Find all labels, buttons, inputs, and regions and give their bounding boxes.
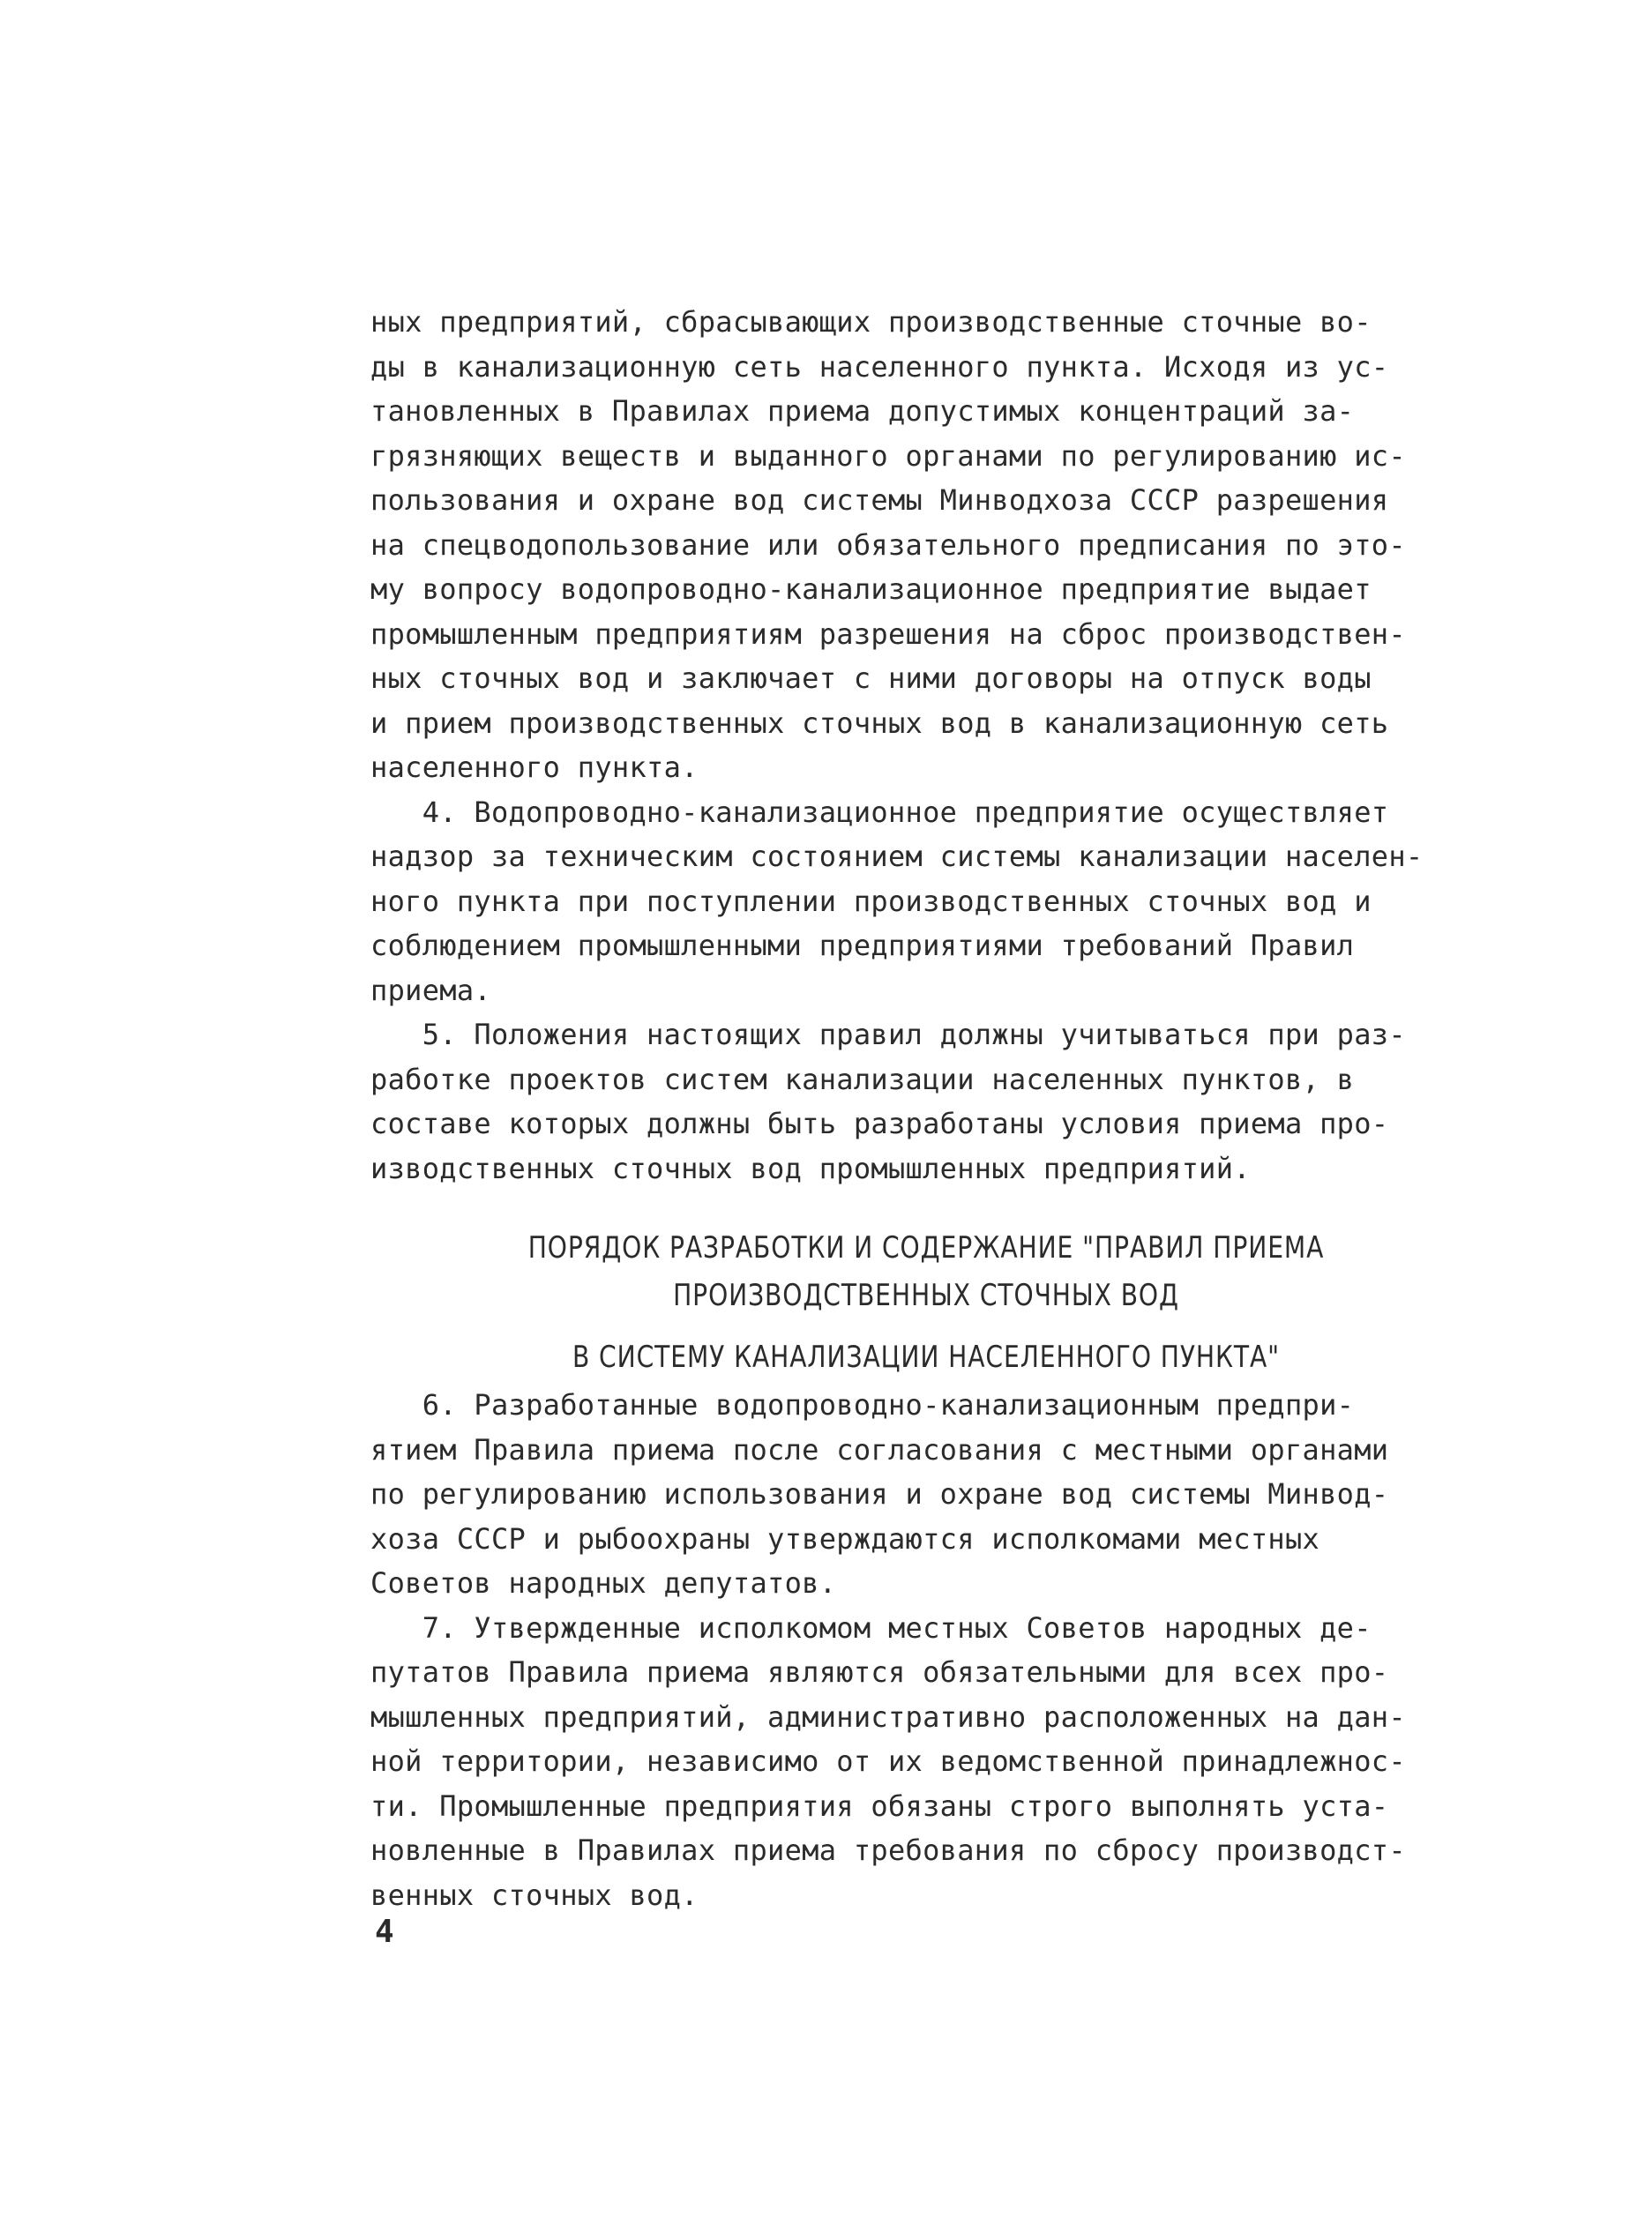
text-line: приема. — [370, 973, 491, 1007]
text-line: 5. Положения настоящих правил должны учитываться при раз- — [370, 1018, 1406, 1051]
text-line: ды в канализационную сеть населенного пункта. Исходя из ус- — [370, 349, 1389, 384]
text-line: ной территории, независимо от их ведомственной принадлежнос- — [370, 1744, 1406, 1778]
body-text-section-1 — [370, 300, 1508, 1191]
text-line: ных предприятий, сбрасывающих производственные сточные во- — [370, 305, 1372, 339]
text-line: и прием производственных сточных вод в канализационную сеть — [370, 706, 1389, 740]
heading-line-2: ПРОИЗВОДСТВЕННЫХ СТОЧНЫХ ВОД — [673, 1278, 1179, 1313]
section-heading — [370, 1224, 1482, 1381]
text-line: грязняющих веществ и выданного органами по регулированию ис- — [370, 438, 1406, 473]
text-line: путатов Правила приема являются обязательными для всех про- — [370, 1655, 1389, 1689]
text-line: населенного пункта. — [370, 751, 699, 784]
text-line: тановленных в Правилах приема допустимых концентраций за- — [370, 394, 1355, 428]
text-line: ти. Промышленные предприятия обязаны строго выполнять уста- — [370, 1789, 1389, 1823]
text-line: составе которых должны быть разработаны условия приема про- — [370, 1107, 1389, 1140]
text-line: 6. Разработанные водопроводно-канализационным предпри- — [370, 1388, 1355, 1422]
text-line: новленные в Правилах приема требования по сбросу производст- — [370, 1833, 1406, 1867]
text-line: изводственных сточных вод промышленных предприятий. — [370, 1151, 1251, 1185]
text-line: по регулированию использования и охране вод системы Минвод- — [370, 1477, 1389, 1511]
text-line: работке проектов систем канализации населенных пунктов, в — [370, 1062, 1355, 1096]
heading-line-1: ПОРЯДОК РАЗРАБОТКИ И СОДЕРЖАНИЕ "ПРАВИЛ ПРИЕМА — [527, 1230, 1325, 1266]
text-line: ятием Правила приема после согласования с местными органами — [370, 1432, 1389, 1467]
text-line: му вопросу водопроводно-канализационное предприятие выдает — [370, 572, 1372, 606]
text-line: ного пункта при поступлении производственных сточных вод и — [370, 884, 1372, 918]
body-text-section-2 — [370, 1383, 1508, 1917]
text-line: 7. Утвержденные исполкомом местных Советов народных де- — [370, 1610, 1372, 1645]
page-number: 4 — [375, 1914, 394, 1950]
text-line: Советов народных депутатов. — [370, 1566, 837, 1600]
text-line: надзор за техническим состоянием системы канализации населен- — [370, 840, 1424, 873]
text-line: хоза СССР и рыбоохраны утверждаются исполкомами местных — [370, 1521, 1320, 1556]
heading-line-3: В СИСТЕМУ КАНАЛИЗАЦИИ НАСЕЛЕННОГО ПУНКТА" — [572, 1340, 1281, 1375]
text-line: мышленных предприятий, административно расположенных на дан- — [370, 1699, 1406, 1734]
text-line: ных сточных вод и заключает с ними договоры на отпуск воды — [370, 661, 1372, 695]
text-line: соблюдением промышленными предприятиями требований Правил — [370, 929, 1355, 962]
text-line: промышленным предприятиям разрешения на сброс производствен- — [370, 616, 1406, 651]
text-line: пользования и охране вод системы Минводхоза СССР разрешения — [370, 483, 1389, 517]
text-line: венных сточных вод. — [370, 1878, 699, 1912]
text-line: 4. Водопроводно-канализационное предприятие осуществляет — [370, 795, 1389, 829]
text-line: на спецводопользование или обязательного предписания по это- — [370, 527, 1406, 562]
